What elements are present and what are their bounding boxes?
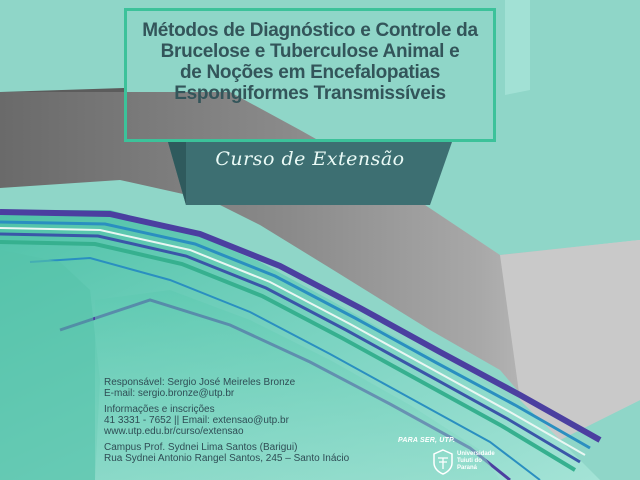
responsible-email: E-mail: sergio.bronze@utp.br: [104, 388, 235, 399]
course-type-label: Curso de Extensão: [215, 148, 405, 170]
title-line-4: Espongiformes Transmissíveis: [174, 83, 446, 104]
campus-name: Campus Prof. Sydnei Lima Santos (Barigui): [104, 442, 298, 453]
university-name: [457, 451, 495, 472]
title-line-3: de Noções em Encefalopatias: [179, 62, 441, 83]
university-brand: [398, 437, 518, 477]
responsible-name: Responsável: Sergio José Meireles Bronze: [104, 377, 296, 388]
phone-email: 41 3331 - 7652 || Email: extensao@utp.br: [104, 415, 289, 426]
address-group: [104, 442, 349, 464]
street-address: Rua Sydnei Antonio Rangel Santos, 245 – Santo Inácio: [104, 453, 350, 464]
responsible-group: [104, 377, 349, 399]
registration-group: [104, 404, 349, 437]
registration-heading: Informações e inscrições: [104, 404, 215, 415]
slogan: PARA SER, UTP.: [398, 437, 456, 444]
university-name-line-2: Tuiuti do: [457, 458, 482, 464]
contact-info: [104, 377, 349, 469]
university-crest-icon: [432, 449, 454, 475]
university-name-line-1: Universidade: [457, 451, 495, 457]
course-title: [124, 20, 496, 104]
title-line-2: Brucelose e Tuberculose Animal e: [160, 41, 460, 62]
university-name-line-3: Paraná: [457, 465, 478, 471]
website-link: www.utp.edu.br/curso/extensao: [104, 426, 244, 437]
title-line-1: Métodos de Diagnóstico e Controle da: [142, 20, 478, 41]
